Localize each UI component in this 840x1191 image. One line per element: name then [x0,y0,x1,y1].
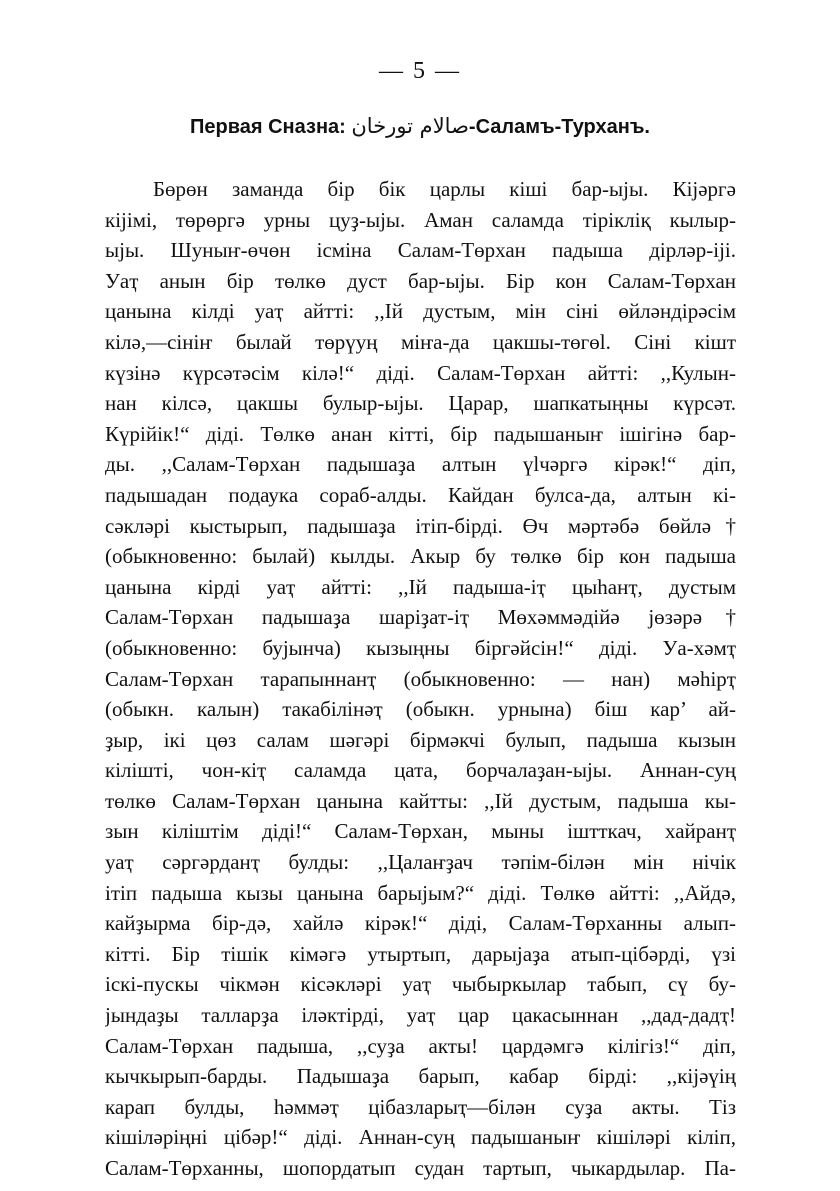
text-line: Салам-Төрхан падыша, ,,суҙа акты! цардәмгә кілігіз!“ діп, [105,1033,736,1058]
story-heading [0,114,840,139]
text-line: Күрійік!“ діді. Төлкө анан кітті, бір падышаныҥ ішігінә бар- [105,421,736,446]
text-line: кілә,—сініҥ былай төрүуң міҥа-да цакшы-төгөl. Сіні кішт [105,329,736,354]
text-line: ыјы. Шуныҥ-өчөн ісміна Салам-Төрхан падыша дірләр-іјі. [105,238,736,263]
text-line: кішіләріңні цібәр!“ діді. Аннан-суң падышаныҥ кішіләрі кіліп, [105,1125,736,1150]
text-line: күзінә күрсәтәсім кілә!“ діді. Салам-Төрхан айтті: ,,Кулын- [105,360,736,385]
heading-prefix: Первая Сназна: [190,116,352,138]
text-line: ды. ,,Салам-Төрхан падышаҙа алтын үlчәргә кірәк!“ діп, [105,452,736,477]
text-line: кычкырып-барды. Падышаҙа барып, кабар бірді: ,,кіјәүің [105,1064,736,1089]
text-line: кітті. Бір тішік кімәгә утыртып, дарыјаҙа атып-цібәрді, үзі [105,941,736,966]
text-line: јындаҙы талларҙа іләктірді, уаҭ цар цакасыннан ,,дад-дадҭ! [105,1003,736,1028]
text-line: Салам-Төрханны, шопордатып судан тартып, чыкардылар. Па- [105,1156,736,1180]
heading-suffix: -Саламъ-Турханъ. [468,116,650,138]
text-line: Салам-Төрхан тарапыннанҭ (обыкновенно: — нан) мәһірҭ [105,666,736,691]
text-line: зын кіліштім діді!“ Салам-Төрхан, мыны іштткач, хайранҭ [105,819,736,844]
text-line: (обыкн. калын) такабілінәҭ (обыкн. урнына) біш кар’ ай- [105,697,736,722]
text-line: кіліштi, чон-кіҭ саламда цата, борчалаҙан-ыјы. Аннан-суң [105,758,736,783]
text-line: іскі-пускы чікмән кісәкләрі уаҭ чыбыркылар табып, сү бу- [105,972,736,997]
text-line: сәкләрі кыстырып, падышаҙа ітіп-бірді. Өч мәртәбә бөйлә† [105,513,736,538]
page-number: — 5 — [379,58,461,84]
text-line: Салам-Төрхан падышаҙа шаріҙат-іҭ Мөхәммәдійә јөзәрә† [105,605,736,630]
text-line: уаҭ сәргәрданҭ булды: ,,Цалаҥҙач тәпім-білән мін нічік [105,850,736,875]
text-line: (обыкновенно: былай) кылды. Акыр бу төлкө бір кон падыша [105,544,736,569]
text-line: карап булды, һәммәҭ цібазларыҭ—білән суҙа акты. Тіз [105,1094,736,1119]
story-text [105,174,736,1184]
text-line: цанына кірді уаҭ айтті: ,,Ій падыша-іҭ цыһанҭ, дустым [105,574,736,599]
text-line: кіјімі, төрөргә урны цуҙ-ыјы. Аман саламда тірікліқ кылыр- [105,207,736,232]
text-line: кайҙырма бір-дә, хайлә кірәк!“ діді, Салам-Төрханны алып- [105,911,736,936]
text-line: Бөрөн заманда бір бік царлы кіші бар-ыјы. Кіјәргә [153,177,736,201]
text-line: нан кілсә, цакшы булыр-ыјы. Царар, шапкатыңны күрсәт. [105,391,736,416]
text-line: ҙыр, ікі цөз салам шәгәрі бірмәкчі булып, падыша кызын [105,727,736,752]
heading-arabic-title: صالام تورخان [351,114,469,138]
text-line: (обыкновенно: бујынча) кызыңны біргәйсін!“ діді. Уа-хәмҭ [105,635,736,660]
text-line: цанына кілді уаҭ айтті: ,,Ій дустым, мін сіні өйләндірәсім [105,299,736,324]
text-line: төлкө Салам-Төрхан цанына кайтты: ,,Ій дустым, падыша кы- [105,788,736,813]
text-line: ітіп падыша кызы цанына барыјым?“ діді. Төлкө айтті: ,,Айдә, [105,880,736,905]
text-line: Уаҭ анын бір төлкө дуст бар-ыјы. Бір кон Салам-Төрхан [105,268,736,293]
text-line: падышадан подаука сораб-алды. Кайдан булса-да, алтын кі- [105,482,736,507]
